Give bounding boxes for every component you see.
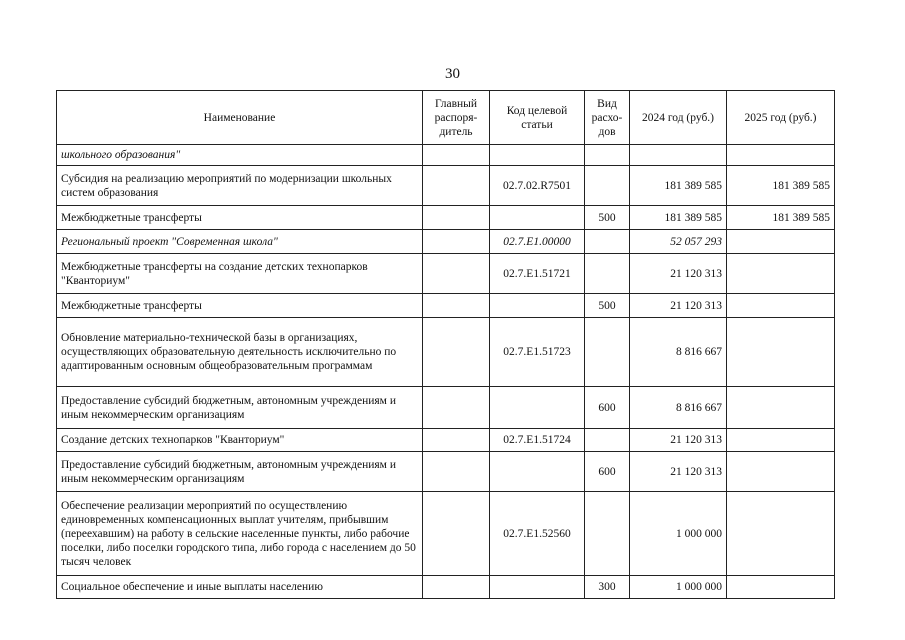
header-code: Код целевой статьи bbox=[490, 91, 585, 145]
cell-kind bbox=[585, 254, 630, 294]
cell-admin bbox=[423, 492, 490, 576]
cell-admin bbox=[423, 145, 490, 166]
cell-code bbox=[490, 145, 585, 166]
cell-2025: 181 389 585 bbox=[727, 206, 835, 230]
cell-2024 bbox=[630, 145, 727, 166]
table-row bbox=[57, 294, 835, 318]
cell-admin bbox=[423, 576, 490, 599]
table-row bbox=[57, 387, 835, 429]
cell-kind bbox=[585, 166, 630, 206]
cell-admin bbox=[423, 206, 490, 230]
page-number: 30 bbox=[445, 66, 460, 82]
cell-code: 02.7.E1.51721 bbox=[490, 254, 585, 294]
cell-code: 02.7.E1.51724 bbox=[490, 429, 585, 452]
cell-name: Обеспечение реализации мероприятий по осуществлению единовременных компенсационных выплат учителям, прибывшим (переехавшим) на работу в сельские населенные пункты, либо рабочие поселки, либо поселки городского типа, либо города с населением до 50 тысяч человек bbox=[57, 492, 423, 576]
cell-2024: 8 816 667 bbox=[630, 318, 727, 387]
table-header-row bbox=[57, 91, 835, 145]
cell-admin bbox=[423, 318, 490, 387]
table-row bbox=[57, 254, 835, 294]
cell-kind bbox=[585, 429, 630, 452]
cell-2024: 181 389 585 bbox=[630, 206, 727, 230]
cell-name: Региональный проект "Современная школа" bbox=[57, 230, 423, 254]
cell-admin bbox=[423, 166, 490, 206]
cell-kind: 500 bbox=[585, 294, 630, 318]
cell-code bbox=[490, 387, 585, 429]
cell-code bbox=[490, 206, 585, 230]
cell-name: Создание детских технопарков "Кванториум" bbox=[57, 429, 423, 452]
cell-2025 bbox=[727, 318, 835, 387]
cell-admin bbox=[423, 230, 490, 254]
table-row bbox=[57, 318, 835, 387]
cell-2025 bbox=[727, 145, 835, 166]
header-kind: Вид расхо-дов bbox=[585, 91, 630, 145]
cell-2025: 181 389 585 bbox=[727, 166, 835, 206]
table-row bbox=[57, 429, 835, 452]
cell-2024: 21 120 313 bbox=[630, 429, 727, 452]
cell-code: 02.7.E1.00000 bbox=[490, 230, 585, 254]
cell-kind bbox=[585, 492, 630, 576]
table-row bbox=[57, 145, 835, 166]
cell-name: Субсидия на реализацию мероприятий по модернизации школьных систем образования bbox=[57, 166, 423, 206]
cell-2025 bbox=[727, 452, 835, 492]
cell-code: 02.7.E1.52560 bbox=[490, 492, 585, 576]
cell-2024: 21 120 313 bbox=[630, 452, 727, 492]
cell-kind bbox=[585, 318, 630, 387]
cell-name: Предоставление субсидий бюджетным, автономным учреждениям и иным некоммерческим организациям bbox=[57, 452, 423, 492]
cell-name: Социальное обеспечение и иные выплаты населению bbox=[57, 576, 423, 599]
cell-kind bbox=[585, 230, 630, 254]
table-row bbox=[57, 166, 835, 206]
cell-code bbox=[490, 294, 585, 318]
cell-2025 bbox=[727, 492, 835, 576]
cell-2025 bbox=[727, 576, 835, 599]
header-2025: 2025 год (руб.) bbox=[727, 91, 835, 145]
cell-code bbox=[490, 452, 585, 492]
cell-admin bbox=[423, 294, 490, 318]
cell-kind: 500 bbox=[585, 206, 630, 230]
table-row bbox=[57, 492, 835, 576]
cell-name: Обновление материально-технической базы в организациях, осуществляющих образовательную деятельность исключительно по адаптированным основным общеобразовательным программам bbox=[57, 318, 423, 387]
cell-name: Предоставление субсидий бюджетным, автономным учреждениям и иным некоммерческим организациям bbox=[57, 387, 423, 429]
cell-kind bbox=[585, 145, 630, 166]
header-2024: 2024 год (руб.) bbox=[630, 91, 727, 145]
cell-code bbox=[490, 576, 585, 599]
table-row bbox=[57, 452, 835, 492]
cell-2024: 8 816 667 bbox=[630, 387, 727, 429]
cell-2025 bbox=[727, 429, 835, 452]
table-row bbox=[57, 230, 835, 254]
header-name: Наименование bbox=[57, 91, 423, 145]
cell-2025 bbox=[727, 387, 835, 429]
cell-admin bbox=[423, 387, 490, 429]
cell-2024: 21 120 313 bbox=[630, 294, 727, 318]
cell-kind: 300 bbox=[585, 576, 630, 599]
table-row bbox=[57, 576, 835, 599]
cell-2024: 181 389 585 bbox=[630, 166, 727, 206]
header-admin: Главный распоря-дитель bbox=[423, 91, 490, 145]
cell-2024: 52 057 293 bbox=[630, 230, 727, 254]
cell-2025 bbox=[727, 230, 835, 254]
cell-name: школьного образования" bbox=[57, 145, 423, 166]
cell-2025 bbox=[727, 294, 835, 318]
budget-table bbox=[56, 90, 835, 599]
cell-kind: 600 bbox=[585, 387, 630, 429]
cell-admin bbox=[423, 452, 490, 492]
cell-code: 02.7.E1.51723 bbox=[490, 318, 585, 387]
cell-admin bbox=[423, 254, 490, 294]
cell-admin bbox=[423, 429, 490, 452]
cell-2024: 21 120 313 bbox=[630, 254, 727, 294]
cell-2024: 1 000 000 bbox=[630, 492, 727, 576]
cell-kind: 600 bbox=[585, 452, 630, 492]
cell-code: 02.7.02.R7501 bbox=[490, 166, 585, 206]
cell-name: Межбюджетные трансферты bbox=[57, 294, 423, 318]
cell-name: Межбюджетные трансферты на создание детских технопарков "Кванториум" bbox=[57, 254, 423, 294]
table-row bbox=[57, 206, 835, 230]
cell-2024: 1 000 000 bbox=[630, 576, 727, 599]
cell-name: Межбюджетные трансферты bbox=[57, 206, 423, 230]
cell-2025 bbox=[727, 254, 835, 294]
